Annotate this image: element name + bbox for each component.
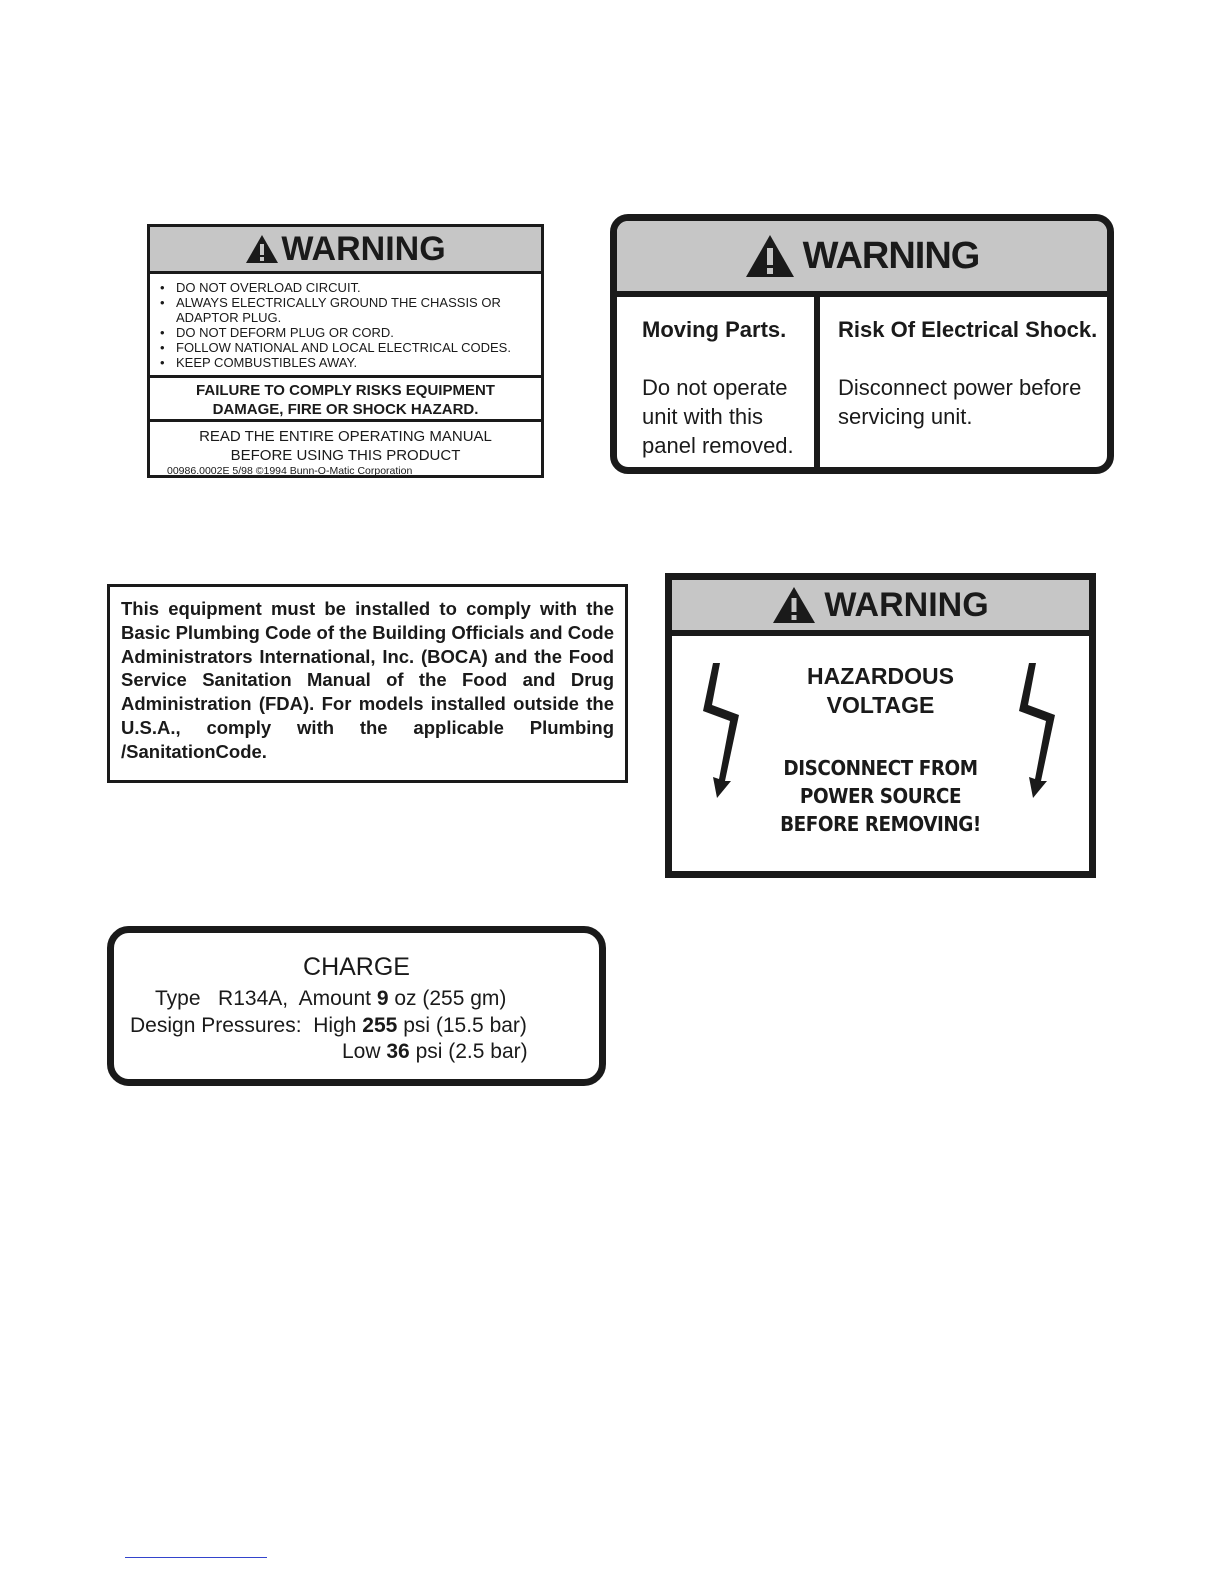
- charge-title: CHARGE: [303, 953, 410, 981]
- list-item: • FOLLOW NATIONAL AND LOCAL ELECTRICAL CODES.: [158, 340, 533, 355]
- electrical-shock-column: [820, 297, 1107, 467]
- low-pressure-line: [342, 1040, 528, 1064]
- warning-triangle-icon: [772, 586, 816, 624]
- warning-item-list: [150, 274, 541, 378]
- footer-link-underline: [125, 1557, 267, 1558]
- disconnect-text: [689, 754, 1073, 838]
- failure-line: DAMAGE, FIRE OR SHOCK HAZARD.: [212, 401, 479, 418]
- read-manual-notice: [150, 422, 541, 477]
- amount-unit: oz (255 gm): [394, 987, 507, 1010]
- plumbing-code-text: This equipment must be installed to comply with the Basic Plumbing Code of the Building Officials and Code Administrators International, Inc. (BOCA) and the Food Service Sanitation Manual of the Food and Drug Administration (FDA). For models installed outside the U.S.A., comply with the applicable Plumbing /SanitationCode.: [121, 598, 614, 762]
- failure-notice: [150, 378, 541, 422]
- design-label: Design Pressures:: [130, 1014, 302, 1037]
- charge-type-line: [155, 987, 506, 1011]
- moving-parts-column: [617, 297, 820, 467]
- warning-header: [150, 227, 541, 274]
- moving-parts-label: [610, 214, 1114, 474]
- refrigerant-value: R134A,: [218, 987, 289, 1010]
- low-value: 36: [386, 1040, 410, 1063]
- list-item: • KEEP COMBUSTIBLES AWAY.: [158, 355, 533, 370]
- warning-triangle-icon: [745, 234, 795, 278]
- instruction-line: unit with this: [642, 404, 764, 429]
- disconnect-line: POWER SOURCE: [799, 784, 962, 808]
- high-value: 255: [362, 1014, 398, 1037]
- moving-parts-title: Moving Parts.: [642, 317, 787, 342]
- failure-line: FAILURE TO COMPLY RISKS EQUIPMENT: [196, 382, 495, 399]
- design-pressure-line: [130, 1014, 527, 1038]
- disconnect-line: BEFORE REMOVING!: [780, 812, 981, 836]
- high-unit: psi (15.5 bar): [403, 1014, 527, 1037]
- low-unit: psi (2.5 bar): [415, 1040, 528, 1063]
- list-item: • DO NOT OVERLOAD CIRCUIT.: [158, 280, 533, 295]
- instruction-line: Disconnect power before: [838, 375, 1082, 400]
- warning-header-text: WARNING: [824, 585, 989, 624]
- instruction-line: Do not operate: [642, 375, 788, 400]
- electrical-shock-title: Risk Of Electrical Shock.: [838, 317, 1098, 342]
- part-code: 00986.0002E 5/98 ©1994 Bunn-O-Matic Corporation: [167, 465, 413, 477]
- amount-value: 9: [376, 987, 389, 1010]
- low-label: Low: [342, 1040, 381, 1063]
- warning-triangle-icon: [245, 234, 279, 264]
- type-label: Type: [155, 987, 201, 1010]
- warning-header: [617, 221, 1107, 297]
- warning-header-text: WARNING: [802, 234, 980, 277]
- amount-label: Amount: [298, 987, 371, 1010]
- instruction-line: panel removed.: [642, 433, 794, 458]
- list-item: • DO NOT DEFORM PLUG OR CORD.: [158, 325, 533, 340]
- general-warning-label: [147, 224, 544, 478]
- hazard-line: VOLTAGE: [826, 692, 935, 718]
- warning-header-text: WARNING: [281, 229, 446, 268]
- read-line: BEFORE USING THIS PRODUCT: [230, 447, 461, 464]
- lightning-bolt-icon: [1019, 663, 1065, 798]
- disconnect-line: DISCONNECT FROM: [783, 756, 978, 780]
- list-item: • ALWAYS ELECTRICALLY GROUND THE CHASSIS OR ADAPTOR PLUG.: [158, 295, 533, 325]
- instruction-line: servicing unit.: [838, 404, 973, 429]
- refrigerant-charge-label: [107, 926, 606, 1086]
- read-line: READ THE ENTIRE OPERATING MANUAL: [199, 428, 492, 445]
- warning-header: [672, 580, 1089, 636]
- plumbing-code-label: [107, 584, 628, 783]
- high-label: High: [313, 1014, 357, 1037]
- hazard-line: HAZARDOUS: [807, 663, 954, 689]
- hazardous-voltage-label: [665, 573, 1096, 878]
